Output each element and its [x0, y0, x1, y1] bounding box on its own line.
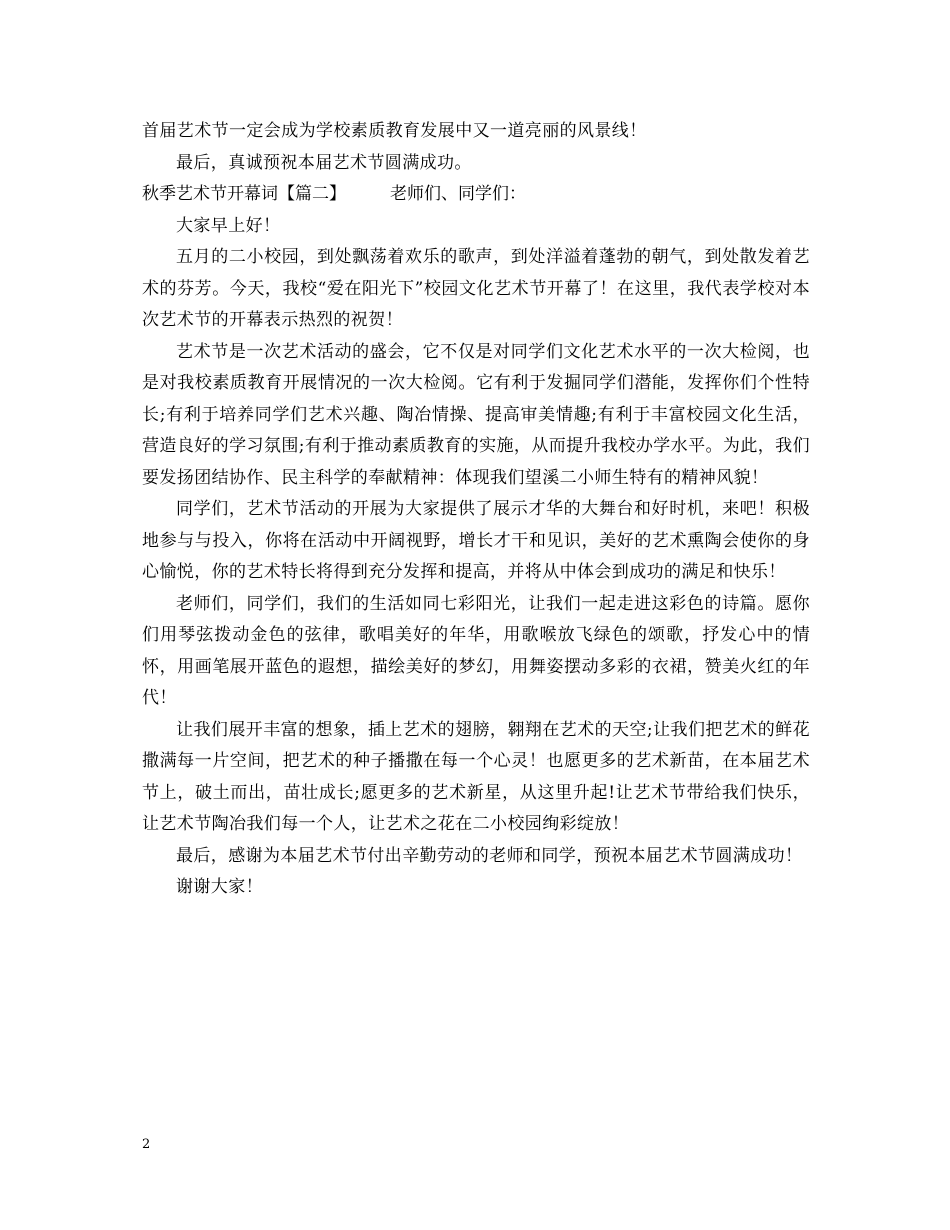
paragraph-thanks: 最后，感谢为本届艺术节付出辛勤劳动的老师和同学，预祝本届艺术节圆满成功！	[176, 845, 803, 866]
paragraph-teachers-students: 老师们，同学们，我们的生活如同七彩阳光，让我们一起走进这彩色的诗篇。愿你们用琴弦拨动金色的弦律，歌唱美好的年华，用歌喉放飞绿色的颂歌，抒发心中的情怀，用画笔展开蓝色的遐想，描绘美好的梦幻，用舞姿摆动多彩的衣裙，赞美火红的年代！	[142, 593, 810, 708]
section-heading: 秋季艺术节开幕词【篇二】	[142, 184, 346, 204]
salutation: 老师们、同学们：	[390, 184, 526, 204]
paragraph-opening: 五月的二小校园，到处飘荡着欢乐的歌声，到处洋溢着蓬勃的朝气，到处散发着艺术的芬芳。今天，我校“爱在阳光下”校园文化艺术节开幕了！在这里，我代表学校对本次艺术节的开幕表示热烈的祝贺！	[142, 247, 810, 330]
paragraph-wish-success: 最后，真诚预祝本届艺术节圆满成功。	[176, 152, 472, 173]
paragraph-closing-line: 首届艺术节一定会成为学校素质教育发展中又一道亮丽的风景线！	[142, 121, 647, 141]
paragraph-imagination: 让我们展开丰富的想象，插上艺术的翅膀，翱翔在艺术的天空;让我们把艺术的鲜花撒满每一片空间，把艺术的种子播撒在每一个心灵！也愿更多的艺术新苗，在本届艺术节上，破土而出，苗壮成长;愿更多的艺术新星，从这里升起!让艺术节带给我们快乐，让艺术节陶冶我们每一个人，让艺术之花在二小校园绚彩绽放！	[142, 719, 810, 834]
document-body	[142, 116, 810, 904]
paragraph-greeting: 大家早上好！	[176, 215, 281, 236]
page-number: 2	[142, 1137, 151, 1152]
paragraph-students-call: 同学们，艺术节活动的开展为大家提供了展示才华的大舞台和好时机，来吧！积极地参与与投入，你将在活动中开阔视野，增长才干和见识，美好的艺术熏陶会使你的身心愉悦，你的艺术特长将得到充分发挥和提高，并将从中体会到成功的满足和快乐！	[142, 499, 810, 582]
section-heading-line	[142, 179, 810, 211]
paragraph-festival-purpose: 艺术节是一次艺术活动的盛会，它不仅是对同学们文化艺术水平的一次大检阅，也是对我校素质教育开展情况的一次大检阅。它有利于发掘同学们潜能，发挥你们个性特长;有利于培养同学们艺术兴趣、陶冶情操、提高审美情趣;有利于丰富校园文化生活，营造良好的学习氛围;有利于推动素质教育的实施，从而提升我校办学水平。为此，我们要发扬团结协作、民主科学的奉献精神：体现我们望溪二小师生特有的精神风貌！	[142, 341, 810, 488]
paragraph-thank-you: 谢谢大家！	[176, 877, 263, 897]
